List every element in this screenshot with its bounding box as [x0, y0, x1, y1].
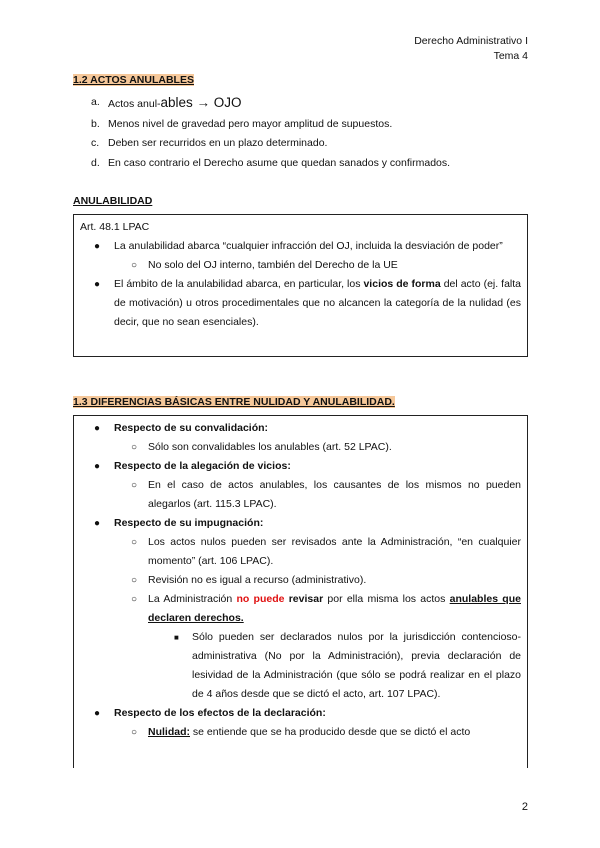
- list-item: b. Menos nivel de gravedad pero mayor amplitud de supuestos.: [91, 117, 393, 130]
- circle-bullet-icon: ○: [131, 727, 138, 738]
- circle-bullet-icon: ○: [131, 442, 138, 453]
- section-title-anulabilidad: ANULABILIDAD: [73, 195, 153, 207]
- bullet-dot-icon: ●: [94, 708, 101, 719]
- sub-bullet-item: ○ Nulidad: se entiende que se ha producido desde que se dictó el acto: [80, 723, 521, 742]
- bullet-heading: ● Respecto de los efectos de la declaración:: [80, 704, 521, 723]
- bullet-item: ● La anulabilidad abarca “cualquier infracción del OJ, incluida la desviación de poder”: [80, 237, 521, 256]
- anulabilidad-box: [73, 214, 528, 357]
- bullet-dot-icon: ●: [94, 279, 101, 290]
- sub-bullet-item: ○ Sólo son convalidables los anulables (art. 52 LPAC).: [80, 438, 521, 457]
- circle-bullet-icon: ○: [131, 575, 138, 586]
- article-reference: Art. 48.1 LPAC: [80, 221, 150, 233]
- bullet-dot-icon: ●: [94, 461, 101, 472]
- square-bullet-icon: ■: [174, 633, 179, 642]
- list-item: c. Deben ser recurridos en un plazo determinado.: [91, 137, 328, 149]
- circle-bullet-icon: ○: [131, 594, 138, 605]
- actos-anulables-list: [73, 93, 533, 173]
- sub-bullet-item: ○ Revisión no es igual a recurso (administrativo).: [80, 571, 521, 590]
- diferencias-box: [73, 415, 528, 768]
- section-title-actos-anulables: 1.2 ACTOS ANULABLES: [73, 74, 194, 86]
- bullet-dot-icon: ●: [94, 423, 101, 434]
- header-course: Derecho Administrativo I: [414, 35, 528, 47]
- page-number: 2: [521, 801, 528, 813]
- bullet-heading: ● Respecto de su impugnación:: [80, 514, 521, 533]
- circle-bullet-icon: ○: [131, 537, 138, 548]
- section-title-diferencias: 1.3 DIFERENCIAS BÁSICAS ENTRE NULIDAD Y ANULABILIDAD.: [73, 396, 395, 408]
- sub-bullet-item: ○ Los actos nulos pueden ser revisados ante la Administración, “en cualquier momento” (art. 106 LPAC).: [80, 533, 521, 571]
- sub-bullet-item: ○ No solo del OJ interno, también del Derecho de la UE: [80, 256, 521, 275]
- sub-sub-bullet-item: ■ Sólo pueden ser declarados nulos por la jurisdicción contencioso-administrativa (No por la Administración), previa declaración de lesividad de la Administración (que sólo se podrá realizar en el plazo de 4 años desde que se dictó el acto, art. 107 LPAC).: [80, 628, 521, 704]
- sub-bullet-item: ○ La Administración no puede revisar por ella misma los actos anulables que declaren derechos.: [80, 590, 521, 628]
- bullet-heading: ● Respecto de la alegación de vicios:: [80, 457, 521, 476]
- list-item: a. Actos anul-ables → OJO: [91, 95, 242, 110]
- header-topic: Tema 4: [493, 50, 528, 62]
- bullet-heading: ● Respecto de su convalidación:: [80, 419, 521, 438]
- bullet-dot-icon: ●: [94, 241, 101, 252]
- circle-bullet-icon: ○: [131, 260, 138, 271]
- page-header: [414, 34, 528, 64]
- sub-bullet-item: ○ En el caso de actos anulables, los causantes de los mismos no pueden alegarlos (art. 115.3 LPAC).: [80, 476, 521, 514]
- bullet-item: ● El ámbito de la anulabilidad abarca, en particular, los vicios de forma del acto (ej. falta de motivación) u otros procedimentales que no alcancen la categoría de la nulidad (es decir, que no sean esenciales).: [80, 275, 521, 332]
- list-item: d. En caso contrario el Derecho asume que quedan sanados y confirmados.: [91, 156, 451, 169]
- circle-bullet-icon: ○: [131, 480, 138, 491]
- bullet-dot-icon: ●: [94, 518, 101, 529]
